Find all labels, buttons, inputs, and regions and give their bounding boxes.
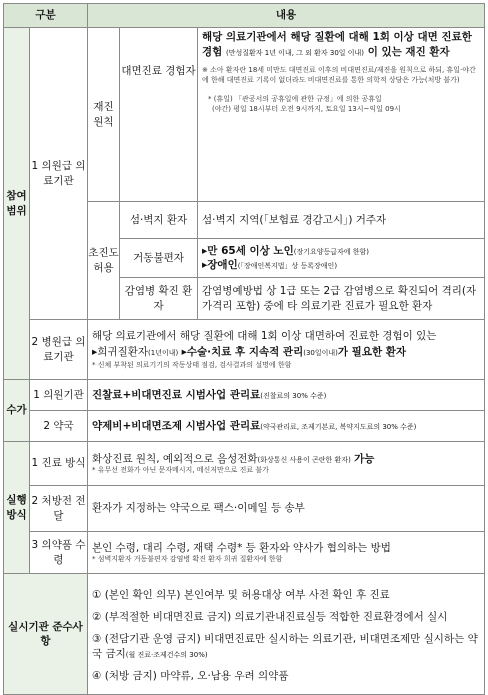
method-care-note: * 유무선 전화가 아닌 문자메시지, 메신저만으로 진료 불가: [92, 465, 269, 474]
method-drug-label: 3 의약품 수령: [30, 532, 88, 574]
revisit-note3: (야간) 평일 18시부터 오전 9시까지, 토요일 13시~익일 09시: [212, 104, 401, 113]
infection-sub: 감염병 확진 환자: [120, 278, 198, 320]
revisit-note1: ※ 소아 환자란 18세 미만도 대면진료 이후의 비대면진료/재진을 원칙으로 하되, 휴일·야간에 한해 대면진료 기록이 없더라도 비대면진료를 통한 의학적 상담은 가능(처방 불가): [202, 66, 476, 84]
target-scope-label: 참여 범위: [4, 28, 30, 380]
header-content: 내용: [88, 4, 485, 28]
infection-text: 감염병예방법 상 1급 또는 2급 감염병으로 확진되어 격리(자가격리 포함) 중에 타 의료기관 진료가 필요한 환자: [198, 278, 485, 320]
firstvisit-label: 초진도 허용: [88, 202, 120, 320]
header-category: 구분: [4, 4, 88, 28]
island-text: 섬·벽지 지역(「보험료 경감고시」) 거주자: [198, 202, 485, 239]
rules-label: 실시기관 준수사항: [4, 574, 88, 695]
mobility-line2: ▸장애인: [202, 259, 238, 271]
revisit-main-a: 해당 의료기관에서 해당 질환에 대해 1회 이상 대면 진료한 경험: [202, 31, 472, 59]
hospital-content: [88, 320, 485, 380]
fee-pharmacy-label: 2 약국: [30, 411, 88, 442]
hospital-line2b-small: (30일이내): [303, 348, 338, 357]
hospital-line2a-small: (1년이내): [148, 348, 179, 357]
rules-item-2: ② (부적절한 비대면진료 금지) 의료기관내진료실등 적합한 진료환경에서 실시: [92, 611, 448, 624]
hospital-line1: 해당 의료기관에서 해당 질환에 대해 1회 이상 대면하여 진료한 경험이 있는: [92, 329, 437, 342]
rules-item-4: ④ (처방 금지) 마약류, 오·남용 우려 의약품: [92, 669, 289, 682]
fee-label: 수가: [4, 380, 30, 442]
method-care-small: (화상통신 사용이 곤란한 환자): [257, 455, 351, 464]
pilot-program-table: [3, 3, 485, 695]
fee-pharmacy-content: [88, 411, 485, 442]
revisit-main-small: (만성질환자 1년 이내, 그 외 환자 30일 이내): [225, 49, 365, 58]
method-drug-content: [88, 532, 485, 574]
method-rx-text: 환자가 지정하는 약국으로 팩스·이메일 등 송부: [88, 486, 485, 532]
clinic-label: 1 의원급 의료기관: [30, 28, 88, 320]
island-sub: 섬·벽지 환자: [120, 202, 198, 239]
fee-clinic-content: [88, 380, 485, 411]
fee-pharmacy-small: (약국관리료, 조제기본료, 복약지도료의 30% 수준): [260, 422, 417, 431]
hospital-note: * 신체 부착된 의료기기의 작동상태 점검, 검사결과의 설명에 한함: [92, 360, 292, 369]
method-drug-note: * 섬벽지환자 거동불편자 감염병 확진 환자 희귀 질환자에 한함: [92, 554, 283, 563]
fee-clinic-text: 진찰료+비대면진료 시범사업 관리료: [92, 388, 261, 401]
mobility-line2-small: (「장애인복지법」상 등록장애인): [237, 262, 338, 270]
revisit-note2: * (휴일) 「관공서의 공휴일에 관한 규정」에 의한 공휴일: [208, 95, 382, 104]
fee-pharmacy-text: 약제비+비대면조제 시범사업 관리료: [92, 419, 261, 432]
mobility-sub: 거동불편자: [120, 239, 198, 278]
method-drug-text: 본인 수령, 대리 수령, 재택 수령* 등 환자와 약사가 협의하는 방법: [92, 541, 391, 554]
revisit-sub: 대면진료 경험자: [120, 28, 198, 202]
revisit-main-b: 이 있는 재진 환자: [367, 46, 450, 59]
hospital-label: 2 병원급 의료기관: [30, 320, 88, 380]
rules-item-3-small: (월 진료·조제건수의 30%): [125, 650, 208, 659]
mobility-content: [198, 239, 485, 278]
rules-item-3: ③ (전담기관 운영 금지) 비대면진료만 실시하는 의료기관, 비대면조제만 실시하는 약국 금지: [92, 633, 478, 660]
method-rx-label: 2 처방전 전달: [30, 486, 88, 532]
revisit-content: [198, 28, 485, 202]
method-care-text-b: 가능: [354, 452, 375, 465]
mobility-line1-small: (장기요양등급자에 한함): [293, 247, 370, 256]
hospital-line2c: 가 필요한 환자: [337, 345, 407, 358]
method-care-label: 1 진료 방식: [30, 442, 88, 486]
hospital-line2a: ▸희귀질환자: [92, 345, 149, 358]
revisit-label: 재진 원칙: [88, 28, 120, 202]
fee-clinic-label: 1 의원기관: [30, 380, 88, 411]
fee-clinic-small: (진찰료의 30% 수준): [260, 391, 327, 400]
method-care-text-a: 화상진료 원칙, 예외적으로 음성전화: [92, 452, 258, 465]
hospital-line2b: ▸수술·치료 후 지속적 관리: [181, 345, 304, 358]
rules-content: [88, 574, 485, 695]
method-care-content: [88, 442, 485, 486]
mobility-line1: ▸만 65세 이상 노인: [202, 244, 294, 257]
rules-item-1: ① (본인 확인 의무) 본인여부 및 허용대상 여부 사전 확인 후 진료: [92, 589, 390, 602]
method-label: 실행 방식: [4, 442, 30, 574]
